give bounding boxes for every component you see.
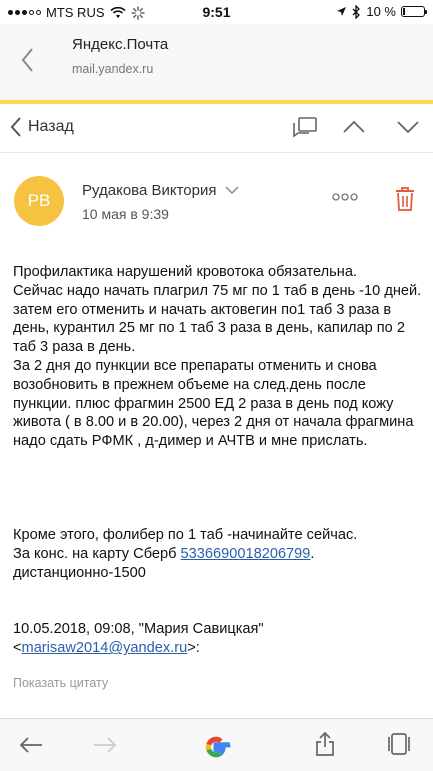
arrow-left-icon[interactable] — [18, 735, 44, 755]
browser-back-icon[interactable] — [20, 46, 34, 74]
location-arrow-icon — [336, 6, 347, 17]
quote-bracket: >: — [187, 640, 200, 657]
message-paragraph: Профилактика нарушений кровотока обязательна. Сейчас надо начать плагрил 75 мг по 1 таб в день -10 дней. затем его отменить и начать актовегин по1 таб 3 раза в день, курантил 25 мг по 1 таб 3 раза в день, капилар по 2 таб 3 раза в день. За 2 дня до пункции все препараты отменить и снова возобновить в прежнем объеме на след.день после пункции. плюс фрагмин 2500 ЕД 2 раза в день под кожу живота ( в 8.00 и в 20.00), через 2 дня от начала фрагмина надо сдать РФМК , д-димер и АЧТВ и мне прислать. — [13, 264, 422, 450]
chevron-up-icon[interactable] — [342, 120, 366, 134]
tabs-icon[interactable] — [386, 732, 412, 756]
card-number-link[interactable]: 5336690018206799 — [180, 545, 311, 562]
chevron-down-icon — [225, 186, 239, 195]
message-line-suffix: . — [310, 545, 315, 562]
share-icon[interactable] — [315, 731, 335, 757]
page-url[interactable]: mail.yandex.ru — [72, 62, 154, 76]
message-paragraph-2 — [13, 526, 425, 582]
avatar: РВ — [14, 176, 64, 226]
google-logo-icon[interactable] — [199, 730, 233, 764]
mail-toolbar — [0, 104, 433, 153]
message-line: За конс. на карту Сберб — [13, 545, 181, 562]
browser-header — [0, 24, 433, 100]
show-quote-link[interactable]: Показать цитату — [13, 676, 109, 690]
page-title: Яндекс.Почта — [72, 36, 169, 53]
quote-bracket: < — [13, 640, 22, 657]
message-line: дистанционно-1500 — [13, 564, 146, 581]
browser-bottom-bar — [0, 718, 433, 771]
clock: 9:51 — [202, 4, 231, 20]
back-button[interactable] — [10, 116, 74, 138]
back-label: Назад — [28, 118, 74, 135]
bluetooth-icon — [352, 5, 361, 19]
quote-header — [13, 620, 425, 658]
arrow-right-icon[interactable] — [92, 735, 118, 755]
trash-icon[interactable] — [394, 186, 416, 212]
more-options-icon[interactable] — [332, 188, 358, 204]
battery-level — [403, 8, 405, 15]
message-line: Кроме этого, фолибер по 1 таб -начинайте сейчас. — [13, 526, 358, 543]
chevron-down-icon[interactable] — [396, 120, 420, 134]
sender-name: Рудакова Виктория — [82, 182, 217, 199]
quote-header-line: 10.05.2018, 09:08, "Мария Савицкая" — [13, 621, 264, 638]
battery-icon — [401, 6, 425, 17]
thread-icon[interactable] — [292, 116, 318, 140]
chevron-left-icon — [10, 116, 22, 138]
status-right — [336, 4, 425, 19]
battery-percent: 10 % — [366, 4, 396, 19]
message-date: 10 мая в 9:39 — [82, 206, 169, 222]
quote-email-link[interactable]: marisaw2014@yandex.ru — [21, 640, 188, 657]
message-body — [13, 263, 425, 658]
sender[interactable] — [82, 182, 239, 199]
status-bar — [0, 0, 433, 24]
carrier-name: MTS RUS — [46, 5, 105, 20]
